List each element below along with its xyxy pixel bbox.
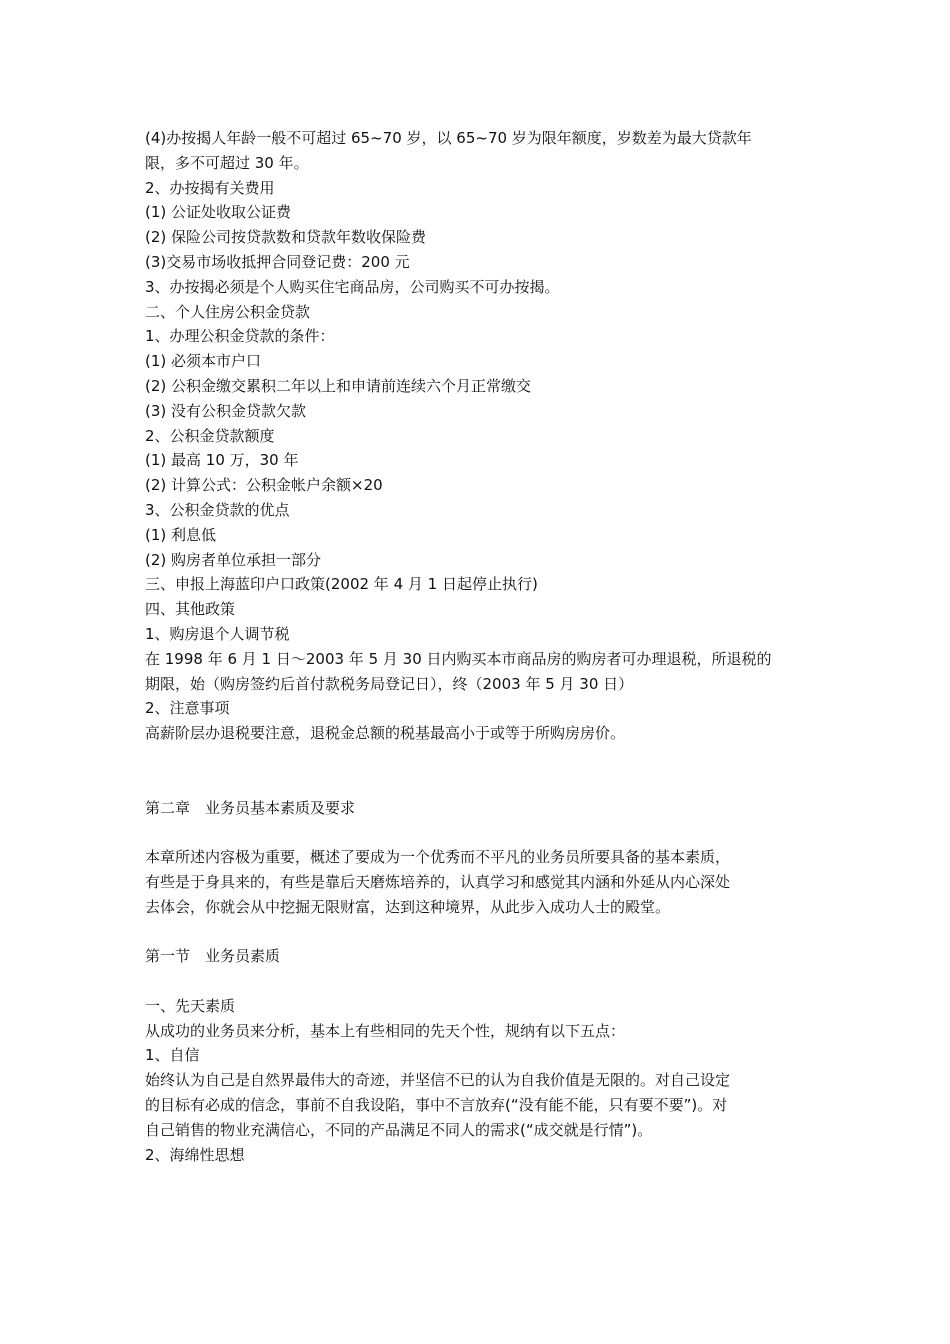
document-page [145, 126, 815, 1167]
text-line: 去体会，你就会从中挖掘无限财富，达到这种境界，从此步入成功人士的殿堂。 [145, 897, 671, 916]
blank-line [145, 920, 815, 945]
text-line: (1) 公证处收取公证费 [145, 203, 292, 222]
text-line: (4)办按揭人年龄一般不可超过 65~70 岁，以 65~70 岁为限年额度，岁数差为最大贷款年 [145, 129, 752, 147]
text-line: 第二章 业务员基本素质及要求 [145, 798, 356, 817]
text-line: 在 1998 年 6 月 1 日～2003 年 5 月 30 日内购买本市商品房的购房者可办理退税，所退税的 [145, 649, 772, 668]
text-line: 1、办理公积金贷款的条件： [145, 327, 335, 346]
text-line: 四、其他政策 [145, 600, 236, 619]
text-line: 1、自信 [145, 1046, 200, 1065]
text-line: (1) 必须本市户口 [145, 352, 262, 371]
blank-line [145, 969, 815, 994]
text-line: (3) 没有公积金贷款欠款 [145, 401, 307, 420]
text-line: 3、办按揭必须是个人购买住宅商品房，公司购买不可办按揭。 [145, 277, 560, 296]
text-line: 自己销售的物业充满信心，不同的产品满足不同人的需求(“成交就是行情”)。 [145, 1120, 653, 1139]
text-line: 第一节 业务员素质 [145, 947, 281, 966]
text-line: 2、公积金贷款额度 [145, 426, 275, 445]
text-line: 有些是于身具来的，有些是靠后天磨炼培养的，认真学习和感觉其内涵和外延从内心深处 [145, 872, 731, 891]
text-line: (1) 利息低 [145, 525, 217, 544]
text-line: 三、申报上海蓝印户口政策(2002 年 4 月 1 日起停止执行) [145, 575, 538, 594]
text-line: (2) 计算公式：公积金帐户余额×20 [145, 476, 383, 495]
text-line: 期限，始（购房签约后首付款税务局登记日），终（2003 年 5 月 30 日） [145, 674, 634, 693]
text-line: 2、办按揭有关费用 [145, 178, 275, 197]
text-line: 的目标有必成的信念，事前不自我设陷，事中不言放弃(“没有能不能，只有要不要”)。对 [145, 1096, 728, 1115]
text-line: 限，多不可超过 30 年。 [145, 153, 309, 172]
text-line: 本章所述内容极为重要，概述了要成为一个优秀而不平凡的业务员所要具备的基本素质， [145, 848, 731, 867]
text-line: (2) 保险公司按贷款数和贷款年数收保险费 [145, 228, 427, 247]
blank-line [145, 771, 815, 796]
blank-line [145, 820, 815, 845]
text-line: (3)交易市场收抵押合同登记费：200 元 [145, 252, 410, 271]
text-line: 从成功的业务员来分析，基本上有些相同的先天个性，规纳有以下五点： [145, 1021, 626, 1040]
text-line: 2、海绵性思想 [145, 1145, 245, 1164]
text-line: 3、公积金贷款的优点 [145, 500, 290, 519]
text-line: (2) 公积金缴交累积二年以上和申请前连续六个月正常缴交 [145, 376, 532, 395]
text-line: (2) 购房者单位承担一部分 [145, 550, 322, 569]
text-line: 2、注意事项 [145, 699, 230, 718]
text-line: 1、购房退个人调节税 [145, 624, 290, 643]
text-line: (1) 最高 10 万，30 年 [145, 451, 299, 470]
text-line: 二、个人住房公积金贷款 [145, 302, 311, 321]
text-line: 始终认为自己是自然界最伟大的奇迹，并坚信不已的认为自我价值是无限的。对自己设定 [145, 1071, 731, 1090]
text-line: 高薪阶层办退税要注意，退税金总额的税基最高小于或等于所购房房价。 [145, 724, 626, 743]
text-line: 一、先天素质 [145, 996, 236, 1015]
blank-line [145, 746, 815, 771]
